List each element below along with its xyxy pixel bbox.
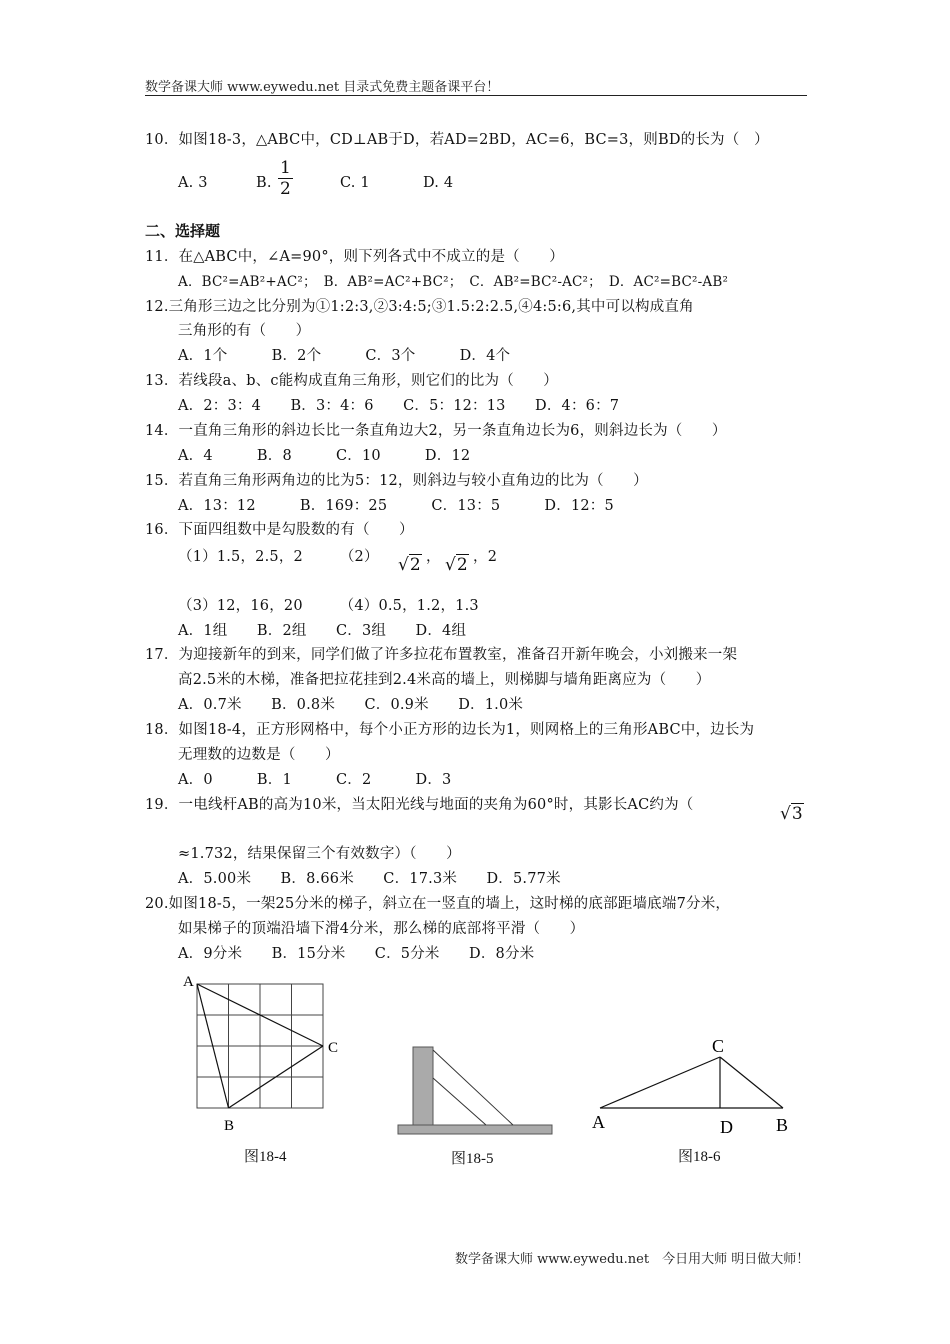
question-12-line1: 12.三角形三边之比分别为①1:2:3,②3:4:5;③1.5:2:2.5,④4:5:6,其中可以构成直角 — [145, 299, 694, 315]
question-17-options: A．0.7米 B．0.8米 C．0.9米 D．1.0米 — [178, 697, 524, 713]
question-18-options: A．0 B．1 C．2 D．3 — [178, 772, 452, 788]
q16-row1-tail: ，2 — [473, 549, 498, 565]
question-11-text: 11．在△ABC中，∠A=90°，则下列各式中不成立的是（ ） — [145, 249, 564, 265]
comma-separator: ， — [426, 549, 441, 565]
figure-18-6-triangle — [600, 1057, 783, 1108]
figure-18-4-grid — [197, 984, 323, 1108]
question-16-text: 16．下面四组数中是勾股数的有（ ） — [145, 522, 414, 538]
question-19-line2: ≈1.732，结果保留三个有效数字）（ ） — [178, 846, 461, 862]
figure-18-4-caption: 图18-4 — [244, 1149, 287, 1165]
question-20-options: A．9分米 B．15分米 C．5分米 D．8分米 — [178, 946, 535, 962]
radicand: 3 — [791, 804, 803, 824]
question-13-options: A．2：3：4 B．3：4：6 C．5：12：13 D．4：6：7 — [178, 398, 620, 414]
question-16-row2: （3）12，16，20 （4）0.5，1.2，1.3 — [178, 598, 479, 614]
page-header: 数学备课大师 www.eywedu.net 目录式免费主题备课平台！ — [145, 80, 500, 95]
question-17-line2: 高2.5米的木梯，准备把拉花挂到2.4米高的墙上，则梯脚与墙角距离应为（ ） — [178, 672, 711, 688]
question-14-text: 14．一直角三角形的斜边长比一条直角边大2，另一条直角边长为6，则斜边长为（ ） — [145, 423, 727, 439]
sqrt-2-first: √2 — [398, 555, 421, 575]
question-13-text: 13．若线段a、b、c能构成直角三角形，则它们的比为（ ） — [145, 373, 558, 389]
question-20-line1: 20.如图18-5，一架25分米的梯子，斜立在一竖直的墙上，这时梯的底部距墙底端7分米， — [145, 896, 731, 912]
question-15-text: 15．若直角三角形两角边的比为5：12，则斜边与较小直角边的比为（ ） — [145, 473, 648, 489]
fraction-denominator: 2 — [280, 179, 291, 199]
fig6-label-c: C — [712, 1036, 725, 1056]
question-16-options: A．1组 B．2组 C．3组 D．4组 — [178, 623, 467, 639]
sqrt-2-second: √2 — [445, 555, 468, 575]
question-11-options: A．BC²=AB²+AC²； B．AB²=AC²+BC²； C．AB²=BC²-AC²； D．AC²=BC²-AB² — [178, 274, 729, 290]
q10-option-b: B. — [256, 175, 272, 191]
figure-18-5-wall-ladder — [398, 1047, 552, 1134]
radicand: 2 — [456, 555, 468, 575]
question-19-line1: 19．一电线杆AB的高为10米，当太阳光线与地面的夹角为60°时，其影长AC约为（ — [145, 797, 694, 813]
radicand: 2 — [409, 555, 421, 575]
question-17-line1: 17．为迎接新年的到来，同学们做了许多拉花布置教室，准备召开新年晚会，小刘搬来一架 — [145, 647, 738, 663]
question-16-row1: （1）1.5，2.5，2 （2） — [178, 549, 379, 565]
question-12-line2: 三角形的有（ ） — [178, 323, 311, 339]
fig6-label-a: A — [592, 1112, 605, 1132]
fig6-label-b: B — [776, 1115, 789, 1135]
question-12-options: A．1个 B．2个 C．3个 D．4个 — [178, 348, 511, 364]
figure-18-6-caption: 图18-6 — [678, 1149, 721, 1165]
question-18-line1: 18．如图18-4，正方形网格中，每个小正方形的边长为1，则网格上的三角形ABC中，边长为 — [145, 722, 755, 738]
question-14-options: A．4 B．8 C．10 D．12 — [178, 448, 471, 464]
fig4-label-b: B — [224, 1118, 235, 1134]
fraction-numerator: 1 — [280, 158, 291, 178]
question-10-text: 10．如图18-3，△ABC中，CD⊥AB于D，若AD=2BD，AC=6，BC=3，则BD的长为（ ） — [145, 132, 769, 148]
q10-option-a: A. 3 — [178, 175, 208, 191]
q10-option-d: D. 4 — [423, 175, 454, 191]
page-footer: 数学备课大师 www.eywedu.net 今日用大师 明日做大师！ — [455, 1252, 810, 1267]
figure-18-5-caption: 图18-5 — [451, 1151, 494, 1167]
sqrt-3: √3 — [780, 804, 803, 824]
fig4-label-a: A — [183, 974, 194, 990]
section-title: 二、选择题 — [145, 222, 221, 240]
question-19-options: A．5.00米 B．8.66米 C．17.3米 D．5.77米 — [178, 871, 561, 887]
fig6-label-d: D — [720, 1117, 733, 1137]
fig4-label-c: C — [328, 1040, 339, 1056]
question-18-line2: 无理数的边数是（ ） — [178, 747, 340, 763]
q10-option-c: C. 1 — [340, 175, 370, 191]
question-20-line2: 如果梯子的顶端沿墙下滑4分米，那么梯的底部将平滑（ ） — [178, 921, 585, 937]
question-15-options: A．13：12 B．169：25 C．13：5 D．12：5 — [178, 498, 614, 514]
